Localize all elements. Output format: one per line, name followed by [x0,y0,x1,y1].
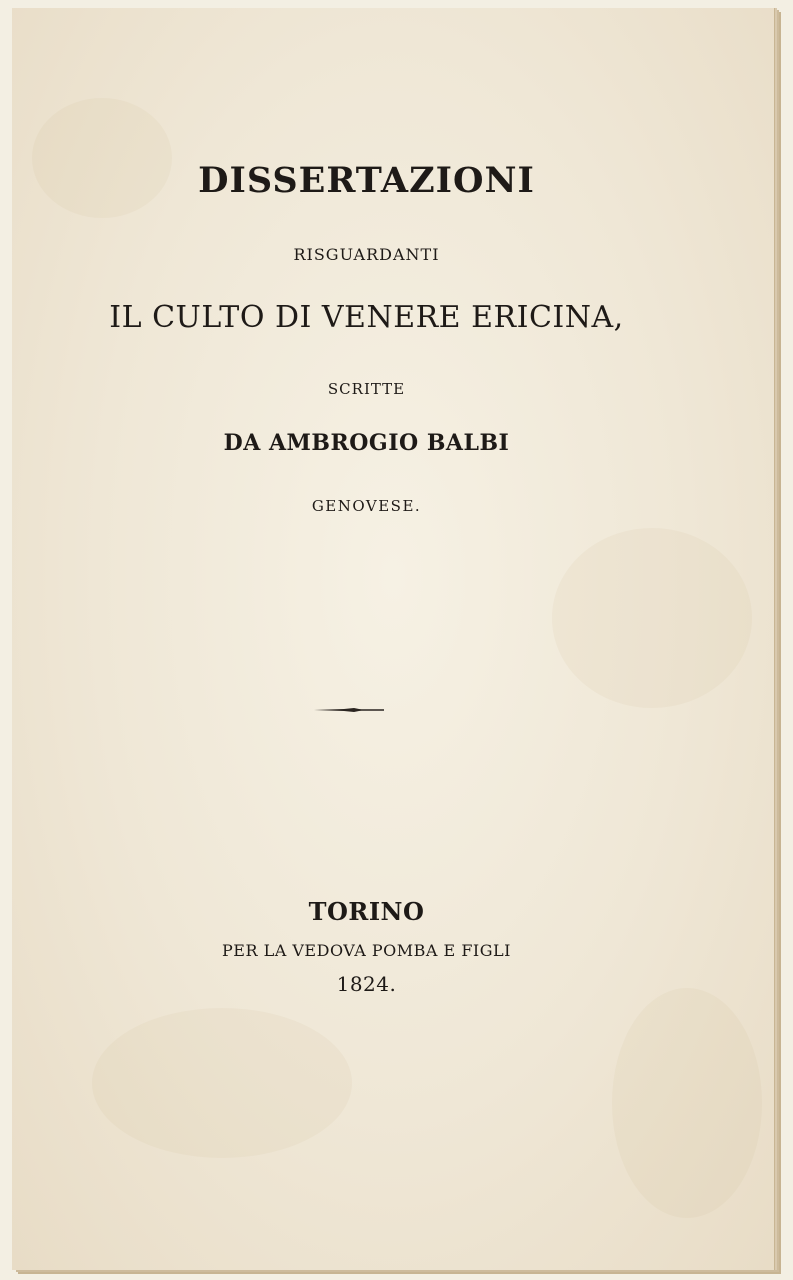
paper-stain [552,528,752,708]
author-origin: GENOVESE. [311,497,422,515]
subtitle-line-1: RISGUARDANTI [293,245,440,264]
ornamental-rule [314,707,384,713]
paper-stain [612,988,762,1218]
publication-city: TORINO [308,897,425,926]
printer-line: PER LA VEDOVA POMBA E FIGLI [222,941,511,960]
author-line: DA AMBROGIO BALBI [223,430,510,456]
book-title: DISSERTAZIONI [198,160,535,201]
subtitle-line-2: IL CULTO DI VENERE ERICINA, [109,300,624,335]
subtitle-line-3: SCRITTE [327,380,406,398]
paper-stain [92,1008,352,1158]
publication-year: 1824. [336,972,397,996]
